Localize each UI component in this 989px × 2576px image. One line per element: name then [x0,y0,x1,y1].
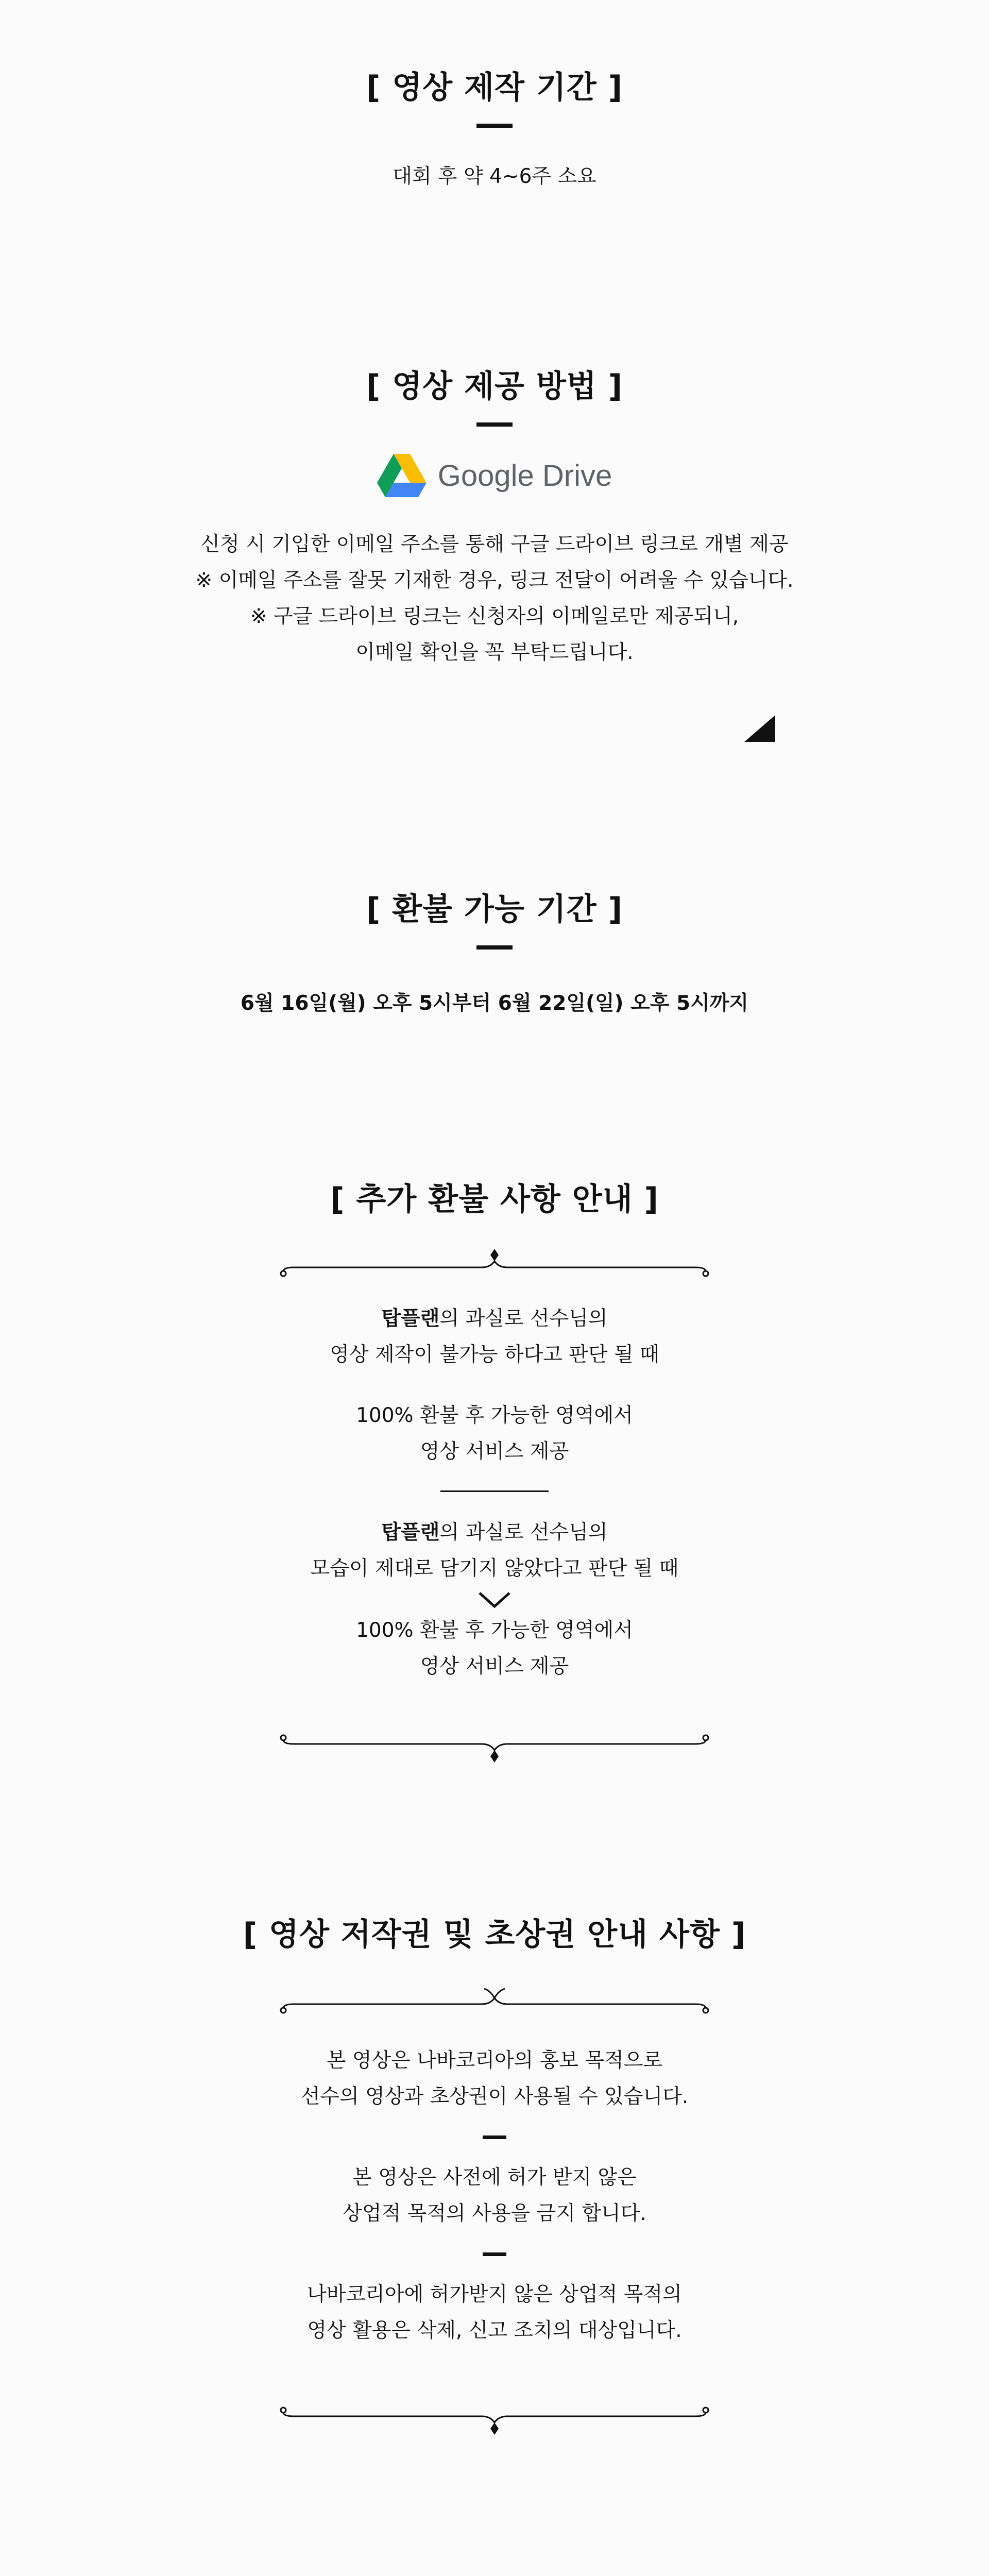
google-drive-label: Google Drive [437,459,612,493]
divider [483,2136,506,2139]
chevron-down-icon [476,1590,513,1611]
brand-name: 탑플랜 [381,1307,440,1330]
copyright-section [0,1914,989,1955]
refund-result-text: 영상 서비스 제공 [420,1655,569,1678]
refund-result-text: 100% 환불 후 가능한 영역에서 [356,1404,633,1427]
delivery-note: ※ 구글 드라이브 링크는 신청자의 이메일로만 제공되니, [250,605,739,628]
google-drive-logo [0,452,989,499]
refund-result-text: 영상 서비스 제공 [420,1440,569,1463]
copyright-text: 상업적 목적의 사용을 금지 합니다. [343,2202,646,2225]
title-divider [476,124,513,128]
delivery-method-section [0,366,989,671]
refund-result-text: 100% 환불 후 가능한 영역에서 [356,1619,633,1642]
copyright-text: 나바코리아에 허가받지 않은 상업적 목적의 [307,2283,682,2306]
production-period-title: [ 영상 제작 기간 ] [366,70,623,106]
additional-refund-content [0,1301,989,1685]
production-period-text: 대회 후 약 4~6주 소요 [393,165,596,188]
production-period-section [0,67,989,195]
delivery-line: 신청 시 기입한 이메일 주소를 통해 구글 드라이브 링크로 개별 제공 [200,533,789,556]
ornament-top [278,1247,711,1283]
copyright-text: 본 영상은 사전에 허가 받지 않은 [352,2166,637,2189]
copyright-text: 영상 활용은 삭제, 신고 조치의 대상입니다. [307,2319,682,2342]
refund-period-section [0,889,989,1022]
refund-case-text: 의 과실로 선수님의 [439,1521,608,1544]
copyright-text: 본 영상은 나바코리아의 홍보 목적으로 [326,2049,663,2072]
additional-refund-title: [ 추가 환불 사항 안내 ] [330,1181,659,1217]
refund-period-text: 6월 16일(월) 오후 5시부터 6월 22일(일) 오후 5시까지 [240,992,749,1015]
ornament-top [278,1984,711,2020]
additional-refund-section [0,1179,989,1220]
title-divider [476,422,513,427]
divider [483,2252,506,2256]
refund-case-text: 의 과실로 선수님의 [439,1307,608,1330]
copyright-title: [ 영상 저작권 및 초상권 안내 사항 ] [243,1917,746,1953]
delivery-note: ※ 이메일 주소를 잘못 기재한 경우, 링크 전달이 어려울 수 있습니다. [195,569,794,592]
google-drive-icon [377,454,427,497]
refund-case-text: 영상 제작이 불가능 하다고 판단 될 때 [330,1343,659,1366]
copyright-text: 선수의 영상과 초상권이 사용될 수 있습니다. [300,2085,689,2108]
refund-case-text: 모습이 제대로 담기지 않았다고 판단 될 때 [310,1557,679,1580]
delivery-line: 이메일 확인을 꼭 부탁드립니다. [355,641,634,664]
delivery-method-title: [ 영상 제공 방법 ] [366,368,623,404]
refund-period-title: [ 환불 가능 기간 ] [366,891,623,927]
ornament-bottom [278,2401,711,2442]
brand-name: 탑플랜 [381,1521,440,1544]
delivery-method-text [0,527,989,671]
corner-triangle-icon [744,715,775,742]
title-divider [476,945,513,950]
ornament-bottom [278,1728,711,1770]
copyright-content [0,2043,989,2349]
divider [440,1490,549,1492]
